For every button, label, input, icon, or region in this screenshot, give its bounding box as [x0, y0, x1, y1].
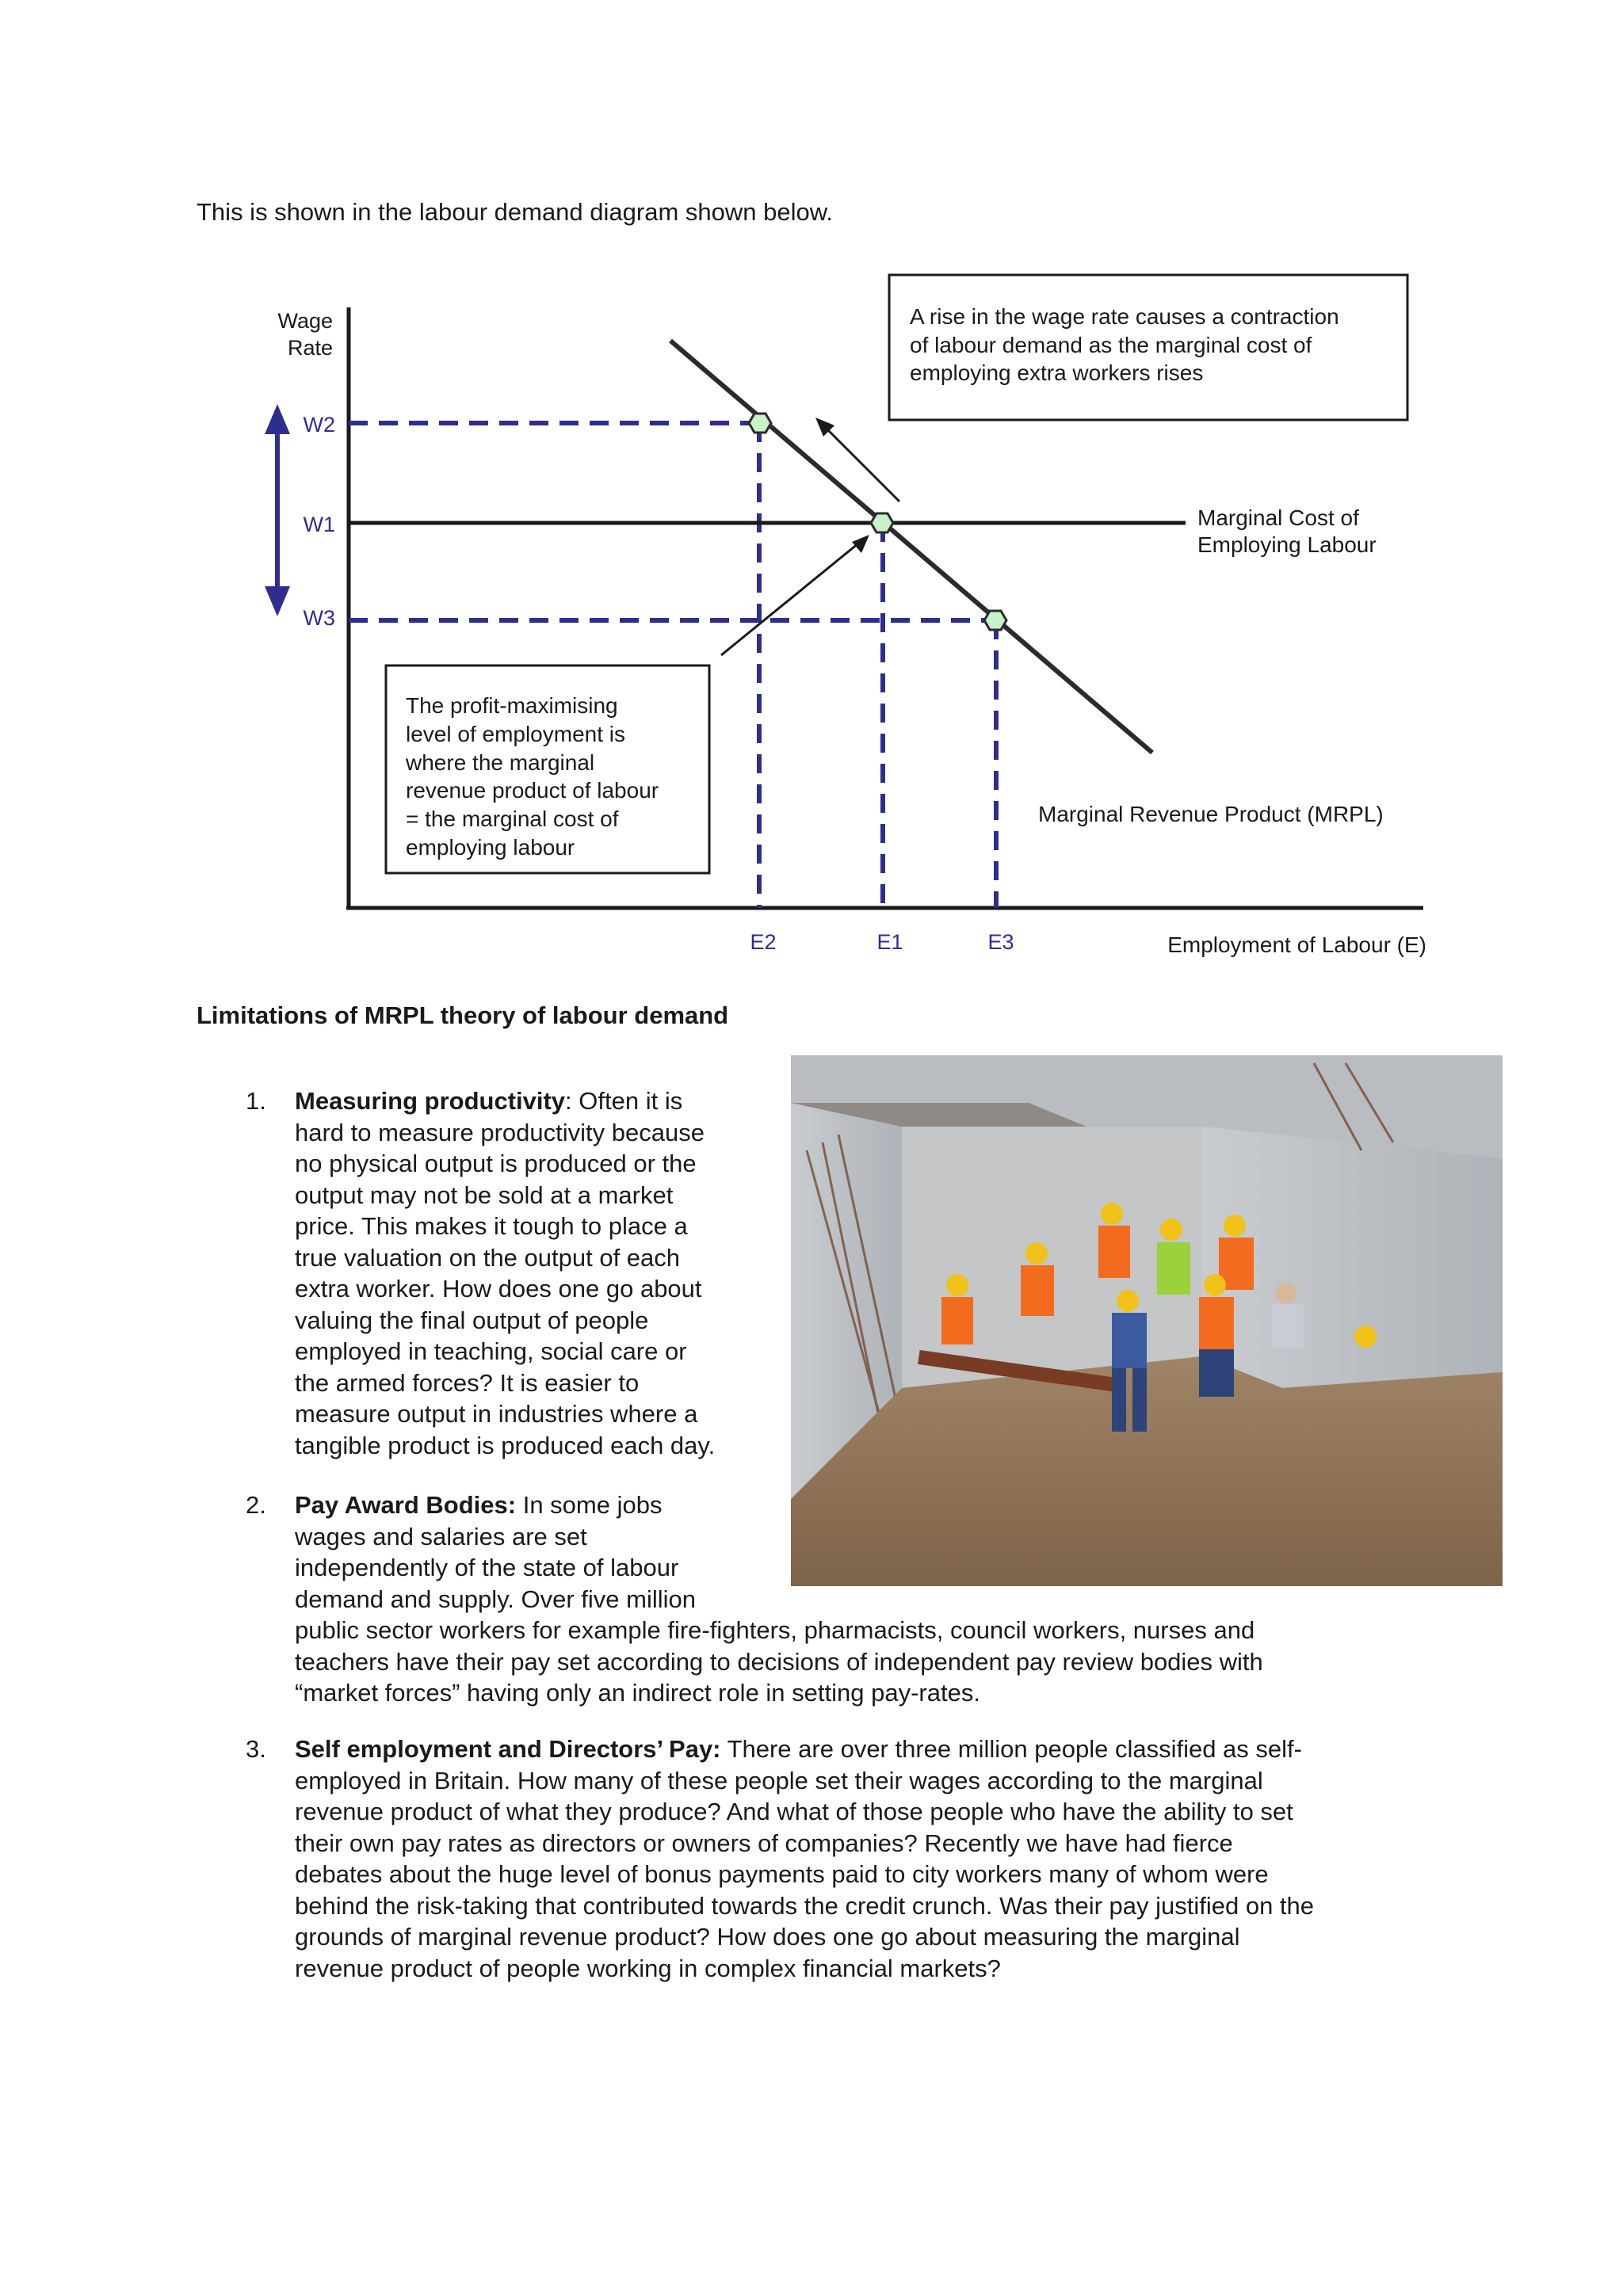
limitation-item-1	[197, 1085, 783, 1461]
callout-left-line5: = the marginal cost of	[406, 807, 619, 831]
item-line: revenue product of what they produce? And what of those people who have the ability to set	[295, 1798, 1293, 1825]
item-line: public sector workers for example fire-fighters, pharmacists, council workers, nurses and	[295, 1616, 1255, 1644]
item-line: : Often it is	[565, 1087, 683, 1115]
mc-label-line2: Employing Labour	[1197, 532, 1377, 557]
item-number: 2.	[246, 1491, 266, 1519]
callout-top-line1: A rise in the wage rate causes a contraction	[910, 304, 1339, 329]
item-line: tangible product is produced each day.	[295, 1431, 716, 1459]
item-line: hard to measure productivity because	[295, 1118, 705, 1146]
mrpl-label: Marginal Revenue Product (MRPL)	[1038, 802, 1384, 826]
labour-demand-diagram	[0, 0, 1623, 982]
callout-left-line2: level of employment is	[406, 722, 626, 746]
item-heading: Self employment and Directors’ Pay:	[295, 1735, 721, 1763]
callout-left-line1: The profit-maximising	[406, 693, 618, 718]
item-line: employed in Britain. How many of these people set their wages according to the marginal	[295, 1766, 1263, 1794]
item-line: grounds of marginal revenue product? How does one go about measuring the marginal	[295, 1923, 1240, 1951]
wage-change-arrow-down-head	[265, 586, 290, 616]
point-w3-e3	[984, 611, 1006, 630]
x-axis-label: Employment of Labour (E)	[1167, 933, 1426, 957]
wage-label-w1: W1	[303, 513, 335, 536]
wage-change-arrow-up-head	[265, 404, 290, 434]
item-line: debates about the huge level of bonus payments paid to city workers many of whom were	[295, 1860, 1269, 1888]
y-axis-label-line2: Rate	[287, 336, 333, 360]
item-line: There are over three million people classified as self-	[720, 1735, 1302, 1763]
employment-label-e2: E2	[750, 930, 777, 954]
item-number: 3.	[246, 1735, 266, 1763]
callout-left-arrow-line	[721, 543, 858, 655]
callout-top-line3: employing extra workers rises	[910, 360, 1204, 385]
wage-label-w2: W2	[303, 413, 335, 437]
item-line: output may not be sold at a market	[295, 1180, 674, 1209]
item-heading: Pay Award Bodies:	[295, 1491, 517, 1519]
point-w1-e1	[871, 513, 893, 532]
callout-top-arrow-line	[824, 426, 899, 502]
item-number: 1.	[246, 1087, 266, 1115]
intro-paragraph: This is shown in the labour demand diagram shown below.	[197, 198, 834, 226]
callout-left-line4: revenue product of labour	[406, 778, 659, 803]
callout-top-line2: of labour demand as the marginal cost of	[910, 333, 1312, 357]
employment-label-e1: E1	[876, 930, 903, 954]
item-line: employed in teaching, social care or	[295, 1337, 687, 1365]
item-heading: Measuring productivity	[295, 1087, 566, 1115]
item-line: demand and supply. Over five million	[295, 1585, 697, 1613]
wage-label-w3: W3	[303, 606, 335, 630]
item-line: behind the risk-taking that contributed towards the credit crunch. Was their pay justified on the	[295, 1891, 1315, 1920]
item-line: the armed forces? It is easier to	[295, 1368, 640, 1397]
callout-left-line6: employing labour	[406, 835, 575, 860]
point-w2-e2	[749, 414, 771, 433]
limitation-item-2	[197, 1489, 1433, 1709]
item-line: teachers have their pay set according to decisions of independent pay review bodies with	[295, 1647, 1263, 1676]
item-line: “market forces” having only an indirect role in setting pay-rates.	[295, 1679, 980, 1707]
item-line: revenue product of people working in complex financial markets?	[295, 1954, 1001, 1982]
item-line: independently of the state of labour	[295, 1554, 679, 1581]
item-line: extra worker. How does one go about	[295, 1275, 702, 1302]
item-line: measure output in industries where a	[295, 1400, 698, 1428]
section-title: Limitations of MRPL theory of labour demand	[197, 1001, 729, 1029]
callout-left-line3: where the marginal	[406, 750, 595, 775]
item-line: In some jobs	[516, 1491, 663, 1519]
limitation-item-3	[197, 1733, 1449, 1984]
callout-left-arrow-head	[852, 535, 869, 553]
mc-label-line1: Marginal Cost of	[1197, 505, 1359, 530]
employment-label-e3: E3	[987, 930, 1014, 954]
item-line: price. This makes it tough to place a	[295, 1212, 688, 1240]
y-axis-label-line1: Wage	[277, 309, 333, 333]
item-line: wages and salaries are set	[295, 1522, 587, 1550]
item-line: valuing the final output of people	[295, 1306, 649, 1334]
item-line: true valuation on the output of each	[295, 1243, 681, 1272]
item-line: their own pay rates as directors or owners of companies? Recently we have had fierce	[295, 1829, 1233, 1857]
item-line: no physical output is produced or the	[295, 1150, 697, 1177]
